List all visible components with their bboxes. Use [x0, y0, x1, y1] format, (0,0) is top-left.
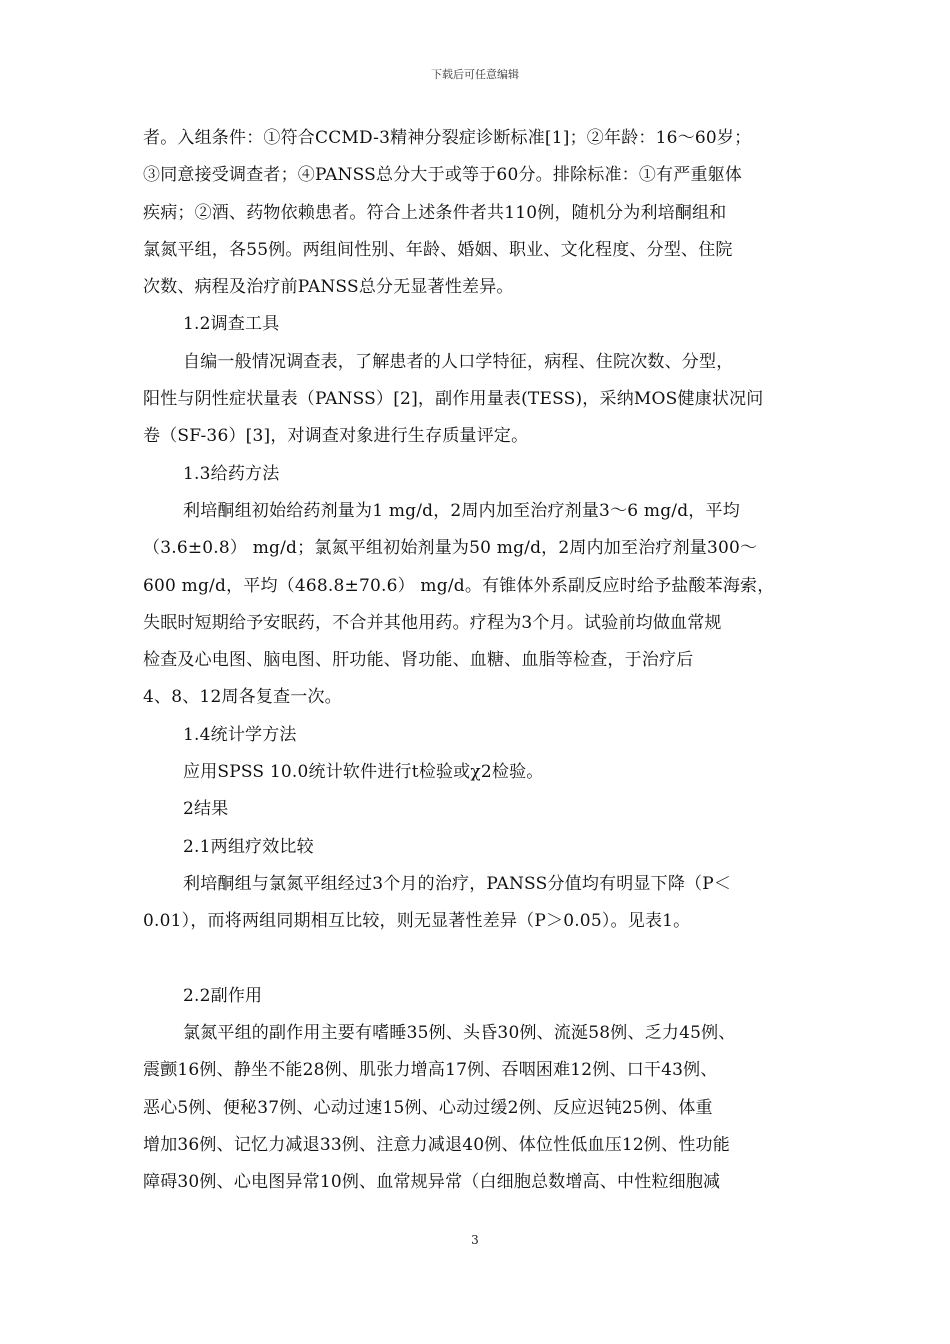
page-number: 3: [471, 1233, 479, 1247]
document-body: [143, 120, 813, 1202]
body-line: 震颤16例、静坐不能28例、肌张力增高17例、吞咽困难12例、口干43例、: [143, 1060, 718, 1081]
body-line: 检查及心电图、脑电图、肝功能、肾功能、血糖、血脂等检查，于治疗后: [143, 650, 694, 671]
section-heading-1-3: 1.3给药方法: [183, 463, 280, 484]
section-heading-2-1: 2.1两组疗效比较: [183, 836, 314, 857]
paragraph-first-line: 应用SPSS 10.0统计软件进行t检验或χ2检验。: [183, 762, 544, 783]
paragraph-first-line: 氯氮平组的副作用主要有嗜睡35例、头昏30例、流涎58例、乏力45例、: [183, 1023, 736, 1044]
paragraph-first-line: 自编一般情况调查表，了解患者的人口学特征，病程、住院次数、分型，: [183, 351, 734, 372]
body-line: 恶心5例、便秘37例、心动过速15例、心动过缓2例、反应迟钝25例、体重: [143, 1097, 713, 1118]
body-line: 次数、病程及治疗前PANSS总分无显著性差异。: [143, 277, 514, 298]
body-line: （3.6±0.8） mg/d；氯氮平组初始剂量为50 mg/d，2周内加至治疗剂量300～: [143, 538, 758, 559]
body-line: 障碍30例、心电图异常10例、血常规异常（白细胞总数增高、中性粒细胞减: [143, 1172, 721, 1193]
section-heading-1-4: 1.4统计学方法: [183, 724, 297, 745]
body-line: 600 mg/d，平均（468.8±70.6） mg/d。有锥体外系副反应时给予盐酸苯海索，: [143, 575, 775, 596]
body-line: 卷（SF-36）[3]，对调查对象进行生存质量评定。: [143, 426, 529, 447]
section-heading-2-2: 2.2副作用: [183, 985, 263, 1006]
body-line: 0.01），而将两组同期相互比较，则无显著性差异（P＞0.05）。见表1。: [143, 911, 691, 932]
body-line: ③同意接受调查者；④PANSS总分大于或等于60分。排除标准：①有严重躯体: [143, 165, 743, 186]
paragraph-first-line: 利培酮组与氯氮平组经过3个月的治疗，PANSS分值均有明显下降（P＜: [183, 873, 732, 894]
body-line: 疾病；②酒、药物依赖患者。符合上述条件者共110例，随机分为利培酮组和: [143, 202, 727, 223]
body-line: 失眠时短期给予安眠药，不合并其他用药。疗程为3个月。试验前均做血常规: [143, 612, 722, 633]
section-heading-1-2: 1.2调查工具: [183, 314, 280, 335]
body-line: 4、8、12周各复查一次。: [143, 687, 342, 708]
paragraph-first-line: 利培酮组初始给药剂量为1 mg/d，2周内加至治疗剂量3～6 mg/d，平均: [183, 500, 740, 521]
blank-line: [143, 941, 813, 978]
page-header: 下载后可任意编辑: [431, 68, 519, 81]
body-line: 阳性与阴性症状量表（PANSS）[2]，副作用量表(TESS)，采纳MOS健康状况问: [143, 389, 764, 410]
body-line: 增加36例、记忆力减退33例、注意力减退40例、体位性低血压12例、性功能: [143, 1135, 730, 1156]
body-line: 氯氮平组，各55例。两组间性别、年龄、婚姻、职业、文化程度、分型、住院: [143, 239, 733, 260]
body-line: 者。入组条件：①符合CCMD-3精神分裂症诊断标准[1]；②年龄：16～60岁；: [143, 128, 752, 148]
section-heading-2: 2结果: [183, 799, 229, 820]
